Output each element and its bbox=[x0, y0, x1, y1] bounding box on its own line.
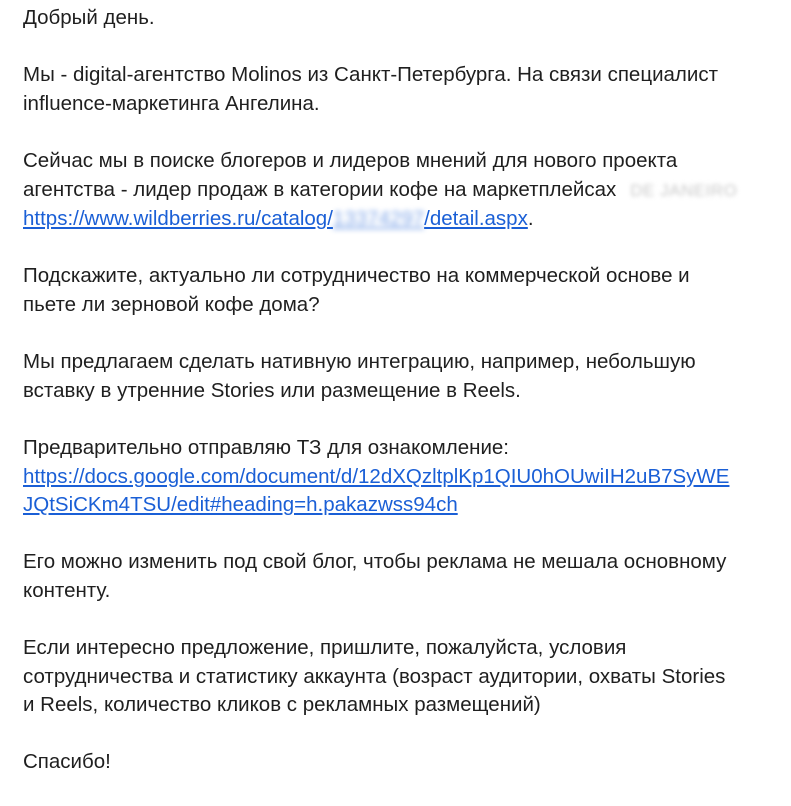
google-docs-link-part-1: https://docs.google.com/document/d/12dXQzltplKp1QIU0hOUwiIH2uB7SyWE bbox=[23, 464, 730, 488]
intro-line-1: Мы - digital-агентство Molinos из Санкт-Петербурга. На связи специалист bbox=[23, 63, 718, 87]
brief-line-1: Предварительно отправляю ТЗ для ознакомление: bbox=[23, 435, 510, 459]
request-paragraph bbox=[23, 634, 783, 720]
brief-paragraph bbox=[23, 434, 783, 520]
wildberries-link-suffix: /detail.aspx bbox=[424, 207, 528, 231]
customize-paragraph bbox=[23, 548, 783, 605]
customize-line-2: контенту. bbox=[23, 578, 111, 602]
link-trailing-period: . bbox=[527, 207, 534, 231]
redacted-product-id: 13374297 bbox=[332, 207, 425, 231]
request-line-2: сотрудничества и статистику аккаунта (возраст аудитории, охваты Stories bbox=[23, 664, 726, 688]
search-line-1: Сейчас мы в поиске блогеров и лидеров мнений для нового проекта bbox=[23, 148, 678, 172]
question-line-2: пьете ли зерновой кофе дома? bbox=[23, 292, 320, 316]
search-line-2 bbox=[23, 176, 783, 206]
customize-line-1: Его можно изменить под свой блог, чтобы реклама не мешала основному bbox=[23, 550, 727, 574]
request-line-3: и Reels, количество кликов с рекламных размещений) bbox=[23, 693, 541, 717]
wildberries-link-prefix: https://www.wildberries.ru/catalog/ bbox=[23, 207, 333, 231]
offer-line-1: Мы предлагаем сделать нативную интеграцию, например, небольшую bbox=[23, 350, 696, 374]
closing-text: Спасибо! bbox=[23, 750, 111, 774]
bleed-through-text: DE JANEIRO bbox=[630, 180, 738, 200]
google-docs-link-part-2: JQtSiCKm4TSU/edit#heading=h.pakazwss94ch bbox=[23, 493, 458, 517]
email-body bbox=[23, 4, 783, 806]
intro-paragraph bbox=[23, 61, 783, 118]
question-paragraph bbox=[23, 262, 783, 319]
greeting-paragraph bbox=[23, 4, 783, 33]
question-line-1: Подскажите, актуально ли сотрудничество на коммерческой основе и bbox=[23, 264, 690, 288]
greeting-text: Добрый день. bbox=[23, 6, 155, 29]
google-docs-brief-link[interactable] bbox=[23, 463, 783, 520]
intro-line-2: influence-маркетинга Ангелина. bbox=[23, 91, 320, 115]
offer-line-2: вставку в утренние Stories или размещение в Reels. bbox=[23, 378, 521, 402]
closing-paragraph bbox=[23, 748, 783, 777]
wildberries-catalog-link[interactable] bbox=[23, 207, 528, 230]
search-line-2-text: агентства - лидер продаж в категории кофе на маркетплейсах bbox=[23, 177, 617, 201]
search-paragraph bbox=[23, 147, 783, 234]
search-link-line bbox=[23, 205, 783, 234]
request-line-1: Если интересно предложение, пришлите, пожалуйста, условия bbox=[23, 636, 627, 660]
offer-paragraph bbox=[23, 348, 783, 405]
